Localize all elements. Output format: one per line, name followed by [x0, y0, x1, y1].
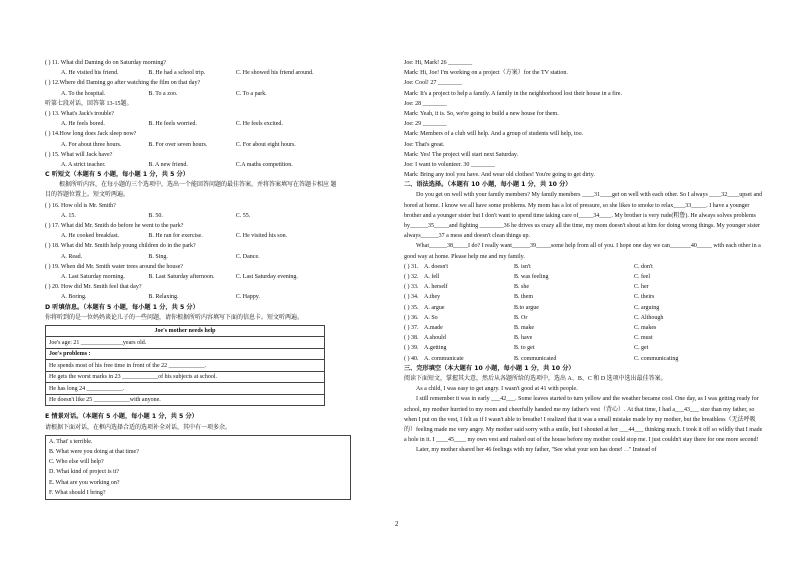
option: A. Read.: [61, 253, 83, 260]
option: B. He had a school trip.: [148, 70, 206, 77]
question-stem: ( ) 14.How long does Jack sleep now?: [45, 131, 137, 138]
option: A. Last Saturday morning.: [61, 273, 125, 280]
option: C. For about eight hours.: [235, 141, 296, 148]
grammar-option-row: [404, 354, 764, 364]
cloze-section-title: 三、完形填空（本大题有 10 小题，每小题 1 分，共 10 分）: [404, 364, 575, 372]
choice-item: F. What should I bring?: [49, 489, 106, 496]
option: B. communicated: [514, 355, 557, 362]
question-number: ( ) 32.: [404, 274, 419, 281]
question-stem: ( ) 16. How old is Mr. Smith?: [45, 202, 116, 209]
choice-item: C. Who else will help?: [49, 459, 104, 466]
option: C. Dance.: [235, 253, 260, 260]
option: A. communicate: [424, 355, 464, 362]
option: C. He showed his friend around.: [235, 70, 314, 77]
dialog-line: Mark: It's a project to help a family. A family in the neighborhood lost their house in a fire.: [404, 90, 622, 97]
info-card-row: Joe's age: 21 ______________years old.: [46, 337, 325, 349]
option: C. must: [634, 335, 653, 342]
option: A.should: [424, 335, 446, 342]
conversation-note: 听第七段对话，回答第 13-15题。: [45, 100, 133, 107]
options-row: [45, 119, 345, 129]
options-row: [45, 68, 345, 78]
question-stem: ( ) 20. How did Mr. Smith feel that day?: [45, 284, 142, 291]
option: C. communicating: [634, 355, 679, 362]
option: A.getting: [424, 345, 447, 352]
question-stem: ( ) 17. What did Mr. Smith do before he went to the park?: [45, 223, 184, 229]
option: B. A new friend.: [148, 161, 188, 168]
option: B. to get: [514, 345, 535, 352]
info-card-header: Joe's mother needs help: [46, 325, 325, 337]
question-stem: ( ) 18. What did Mr. Smith help young children do in the park?: [45, 243, 196, 250]
option: B. To a zoo.: [148, 90, 178, 97]
option: B. Relaxing.: [148, 294, 179, 301]
option: B. Sing.: [148, 253, 168, 260]
info-card-table: [45, 325, 325, 407]
option: C. her: [634, 284, 649, 291]
info-card-row: He doesn't like 25 ____________with anyone.: [46, 394, 325, 406]
dialog-line: Mark: Yeah, it is. So, we're going to build a new house for them.: [404, 110, 559, 117]
option: C. theirs: [634, 294, 655, 301]
dialog-line: Mark: Members of a club will help. And a group of students will help, too.: [404, 131, 584, 138]
option: C. get: [634, 345, 649, 352]
page-number: 2: [395, 520, 399, 528]
options-row: [45, 89, 345, 99]
info-card-row: He has long 24 ____________.: [46, 383, 325, 395]
option: B. Last Saturday afternoon.: [148, 273, 215, 280]
option: C. makes: [634, 324, 657, 331]
dialog-line: Mark: Bring any tool you have. And wear old clothes! You're going to get dirty.: [404, 172, 595, 179]
option: C. arguing: [634, 304, 660, 311]
question-number: ( ) 37.: [404, 324, 419, 331]
options-row: [45, 292, 345, 302]
cloze-instructions: 阅读下面短文，掌握其大意，然后从各题所给的选项中，选出 A、B、C 和 D 选项中选出最佳答案。: [404, 375, 667, 382]
question-stem: ( ) 11. What did Daming do on Saturday morning?: [45, 60, 166, 66]
dialog-line: Joe: Hi, Mark! 26 ________: [404, 60, 473, 66]
option: A. herself: [424, 284, 448, 291]
question-stem: ( ) 13. What's Jack's trouble?: [45, 110, 115, 117]
section-c-instructions: 根据所听内容，在每小题的三个选项中，选出一个能回答问题的最佳答案，并将答案填写在答题卡相应 题: [59, 182, 337, 189]
options-row: [45, 231, 345, 241]
info-card-row: He gets the worst marks in 23 ____________of his subjects at school.: [46, 371, 325, 383]
question-number: ( ) 35.: [404, 304, 419, 311]
grammar-section-title: 二、语法选择。（本题有 10 小题，每小题 1 分，共 10 分）: [404, 181, 572, 189]
option: B. she: [514, 284, 529, 291]
option: B. was feeling: [514, 274, 549, 281]
option: A. To the hospital.: [61, 90, 106, 97]
option: C. Happy.: [235, 294, 260, 301]
info-card-row: Joe's problems :: [46, 348, 325, 360]
question-number: ( ) 40.: [404, 355, 419, 362]
cloze-paragraph: Later, my mother shared her 46 feelings with my father, "See what your son has done! . ." Instead of: [416, 447, 657, 454]
grammar-option-row: [404, 343, 764, 353]
dialog-line: Joe: Cool! 27 ________: [404, 80, 462, 87]
cloze-paragraph: I still remember it was in early ___42___. Some leaves started to turn yellow and the weather became cool. One day, as I was getting ready for school, my mother hurried to my room and cheerfully handed me my father's vest（背心）. At that time, I had a___43___ size than my father, so when I put on the vest, I felt as if I wasn't able to breathe! I realized that it was a small mistake made by my mother, but the breathless（无法呼吸的）feeling made me very angry. My mother said sorry with a smile, but I shouted at her ___44___ thinking much. I took it off so wildly that I made a hole in it. I ____45____ my own vest and rushed out of the house before my mother could stop me. I just couldn't stay there for one more second!: [404, 396, 763, 444]
option: C. don't: [634, 263, 653, 270]
option: A. argue: [424, 304, 445, 311]
option: B. He feels worried.: [148, 121, 197, 128]
question-number: ( ) 38.: [404, 335, 419, 342]
choice-item: B. What were you doing at that time?: [49, 448, 139, 455]
section-e-title: E 情景对话。（本题有 5 小题，每小题 1 分，共 5 分）: [45, 413, 198, 421]
option: B. isn't: [514, 263, 531, 270]
section-e-instructions: 请根据下面对话，在框内选择合适的选项补全对话，其中有一项多余。: [45, 424, 232, 431]
dialog-line: Joe: That's great.: [404, 141, 445, 148]
grammar-passage-2: What______38_____I do? I really want______39_____some help from all of you. I hope one day we can_______40_____ with each other in a good way at home. Please help me and my family.: [404, 243, 761, 260]
left-column: [45, 58, 345, 500]
option: B. He ran for exercise.: [148, 233, 203, 240]
option: C. Last Saturday evening.: [235, 273, 298, 280]
grammar-option-row: [404, 313, 764, 323]
dialog-line: Joe: 28 ________: [404, 100, 447, 107]
option: A. A strict teacher.: [61, 161, 106, 168]
question-number: ( ) 33.: [404, 284, 419, 291]
section-c-title: C 听短文（本题有 5 小题，每小题 1 分，共 5 分）: [45, 171, 189, 179]
question-number: ( ) 34.: [404, 294, 419, 301]
choice-item: A. That' s terrible.: [49, 438, 93, 445]
cloze-paragraph: As a child, I was easy to get angry. I wasn't good at 41 with people.: [416, 386, 578, 393]
option: B. For over seven hours.: [148, 141, 208, 148]
option: C. feel: [634, 274, 650, 281]
option: C.A maths competition.: [235, 161, 293, 168]
option: A. He cooked breakfast.: [61, 233, 120, 240]
options-row: [45, 211, 345, 221]
option: A. He visited his friend.: [61, 70, 119, 77]
option: C. Although: [634, 314, 664, 321]
option: A. fell: [424, 274, 440, 281]
option: B. them: [514, 294, 533, 301]
option: C. He visited his son.: [235, 233, 288, 240]
options-row: [45, 272, 345, 282]
option: A. So: [424, 314, 438, 321]
info-card-row: He spends most of his free time in front of the 22 ____________.: [46, 360, 325, 372]
option: B. Or: [514, 314, 528, 321]
option: A.made: [424, 324, 443, 331]
question-number: ( ) 36.: [404, 314, 419, 321]
grammar-option-row: [404, 292, 764, 302]
question-stem: ( ) 19. When did Mr. Smith water trees around the house?: [45, 263, 184, 270]
option: A. For about three hours.: [61, 141, 122, 148]
option: B. have: [514, 335, 533, 342]
question-stem: ( ) 12.Where did Daming go after watching the film on that day?: [45, 80, 201, 87]
option: A. doesn't: [424, 263, 449, 270]
option: C. He feels excited.: [235, 121, 283, 128]
option: C. 55.: [235, 212, 251, 219]
option: B.to argue: [514, 304, 539, 311]
option: B. 50.: [148, 212, 163, 219]
dialog-line: Mark: Yes! The project will start next Saturday.: [404, 151, 518, 158]
grammar-options: [404, 262, 764, 364]
dialog-line: Mark: Hi, Joe! I'm working on a project（方案）for the TV station.: [404, 70, 568, 77]
section-d-instructions: 你将听到的是一位妈妈谈论儿子的一些问题，请你根据所听内容填写下面的信息卡。短文听两遍。: [45, 314, 304, 321]
option: A. He feels bored.: [61, 121, 105, 128]
right-column: [404, 58, 764, 456]
choice-item: D. What kind of project is it?: [49, 469, 120, 476]
grammar-option-row: [404, 323, 764, 333]
choices-box: [45, 435, 351, 500]
options-row: [45, 160, 345, 170]
question-number: ( ) 39.: [404, 345, 419, 352]
dialog-line: Joe: I want to volunteer. 30 ________: [404, 161, 495, 168]
grammar-option-row: [404, 333, 764, 343]
option: A. Boring.: [61, 294, 87, 301]
option: A.they: [424, 294, 441, 301]
option: C. To a park.: [235, 90, 267, 97]
options-row: [45, 140, 345, 150]
question-stem: ( ) 15. What will Jack have?: [45, 151, 113, 158]
section-d-title: D 听填信息。（本题有 5 小题，每小题 1 分，共 5 分）: [45, 303, 199, 311]
dialog-line: Joe: 29 ________: [404, 121, 447, 128]
section-c-instructions: 目的答题位置上。短文听两遍。: [45, 192, 130, 199]
option: A. 15.: [61, 212, 76, 219]
grammar-option-row: [404, 303, 764, 313]
grammar-passage: Do you get on well with your family members? My family members ____31____get on well with each other. So I always ____32____upset and bored at home. I know we all have some problems. My mom has a lot of pressure, so she likes to smoke to relax____33_____. I have a younger brother and a younger sister but I don't want to spend time taking care of_____34____. My brother is very rude(粗鲁). He always solves problems by______35_____and fighting ________36 he drives us crazy all the time, my mom doesn't shout at him for doing wrong things. My younger sister always______37 a mess and doesn't clean things up.: [404, 192, 763, 240]
grammar-option-row: [404, 262, 764, 272]
options-row: [45, 252, 345, 262]
grammar-option-row: [404, 282, 764, 292]
grammar-option-row: [404, 272, 764, 282]
choice-item: E. What are you working on?: [49, 479, 120, 486]
question-number: ( ) 31.: [404, 263, 419, 270]
option: B. make: [514, 324, 534, 331]
